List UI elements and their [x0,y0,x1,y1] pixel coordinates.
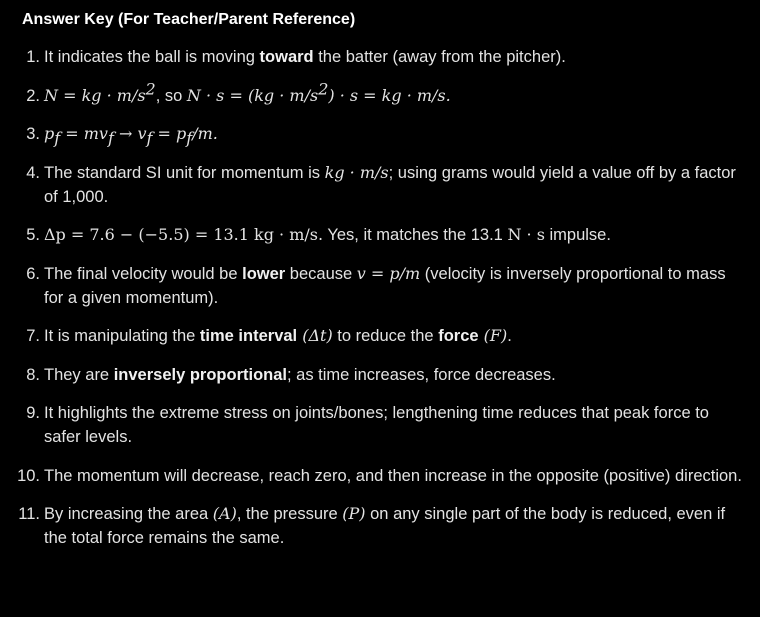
math-subscript: f [186,128,193,148]
item-number: 1. [26,48,40,66]
answer-bold: time interval [199,327,298,345]
item-number: 8. [26,365,40,384]
math-expression: (P) [342,504,366,523]
answer-item-2 [22,79,746,108]
answer-text: ; using grams would yield a value off by a factor of 1,000. [44,163,736,206]
answer-list [17,45,746,550]
math-expression: p [44,124,55,143]
math-expression: N · s = (kg · m/s [186,85,319,105]
answer-item-9 [22,401,746,449]
answer-text: By increasing the area [44,505,213,523]
math-subscript: f [146,128,153,148]
answer-text: because [285,264,357,283]
math-expression: N = kg · m/s [44,85,146,105]
answer-key-title: Answer Key (For Teacher/Parent Reference) [22,11,356,28]
math-superscript: 2 [318,79,329,98]
item-number: 5. [26,226,40,244]
item-number: 7. [26,327,40,345]
answer-text: , so [155,86,187,105]
math-expression: ) · s = kg · m/s. [328,85,451,105]
answer-text: It is manipulating the [44,327,200,345]
answer-text: to reduce the [332,327,439,345]
math-expression: /m. [192,124,218,143]
math-superscript: 2 [145,79,156,98]
answer-text: The momentum will decrease, reach zero, and then increase in the opposite (positive) direction. [44,466,742,485]
answer-text: The standard SI unit for momentum is [44,163,325,182]
answer-item-5 [22,223,746,247]
answer-text: It highlights the extreme stress on joints/bones; lengthening time reduces that peak force to safer levels. [44,404,709,446]
answer-item-1 [22,45,746,69]
math-expression: → v [113,124,147,143]
math-subscript: f [107,128,114,148]
answer-text: (velocity is inversely proportional to mass for a given momentum). [44,264,726,307]
answer-text: on any single part of the body is reduced, even if the total force remains the same. [44,505,726,547]
math-expression: = mv [60,124,108,143]
math-expression: (A) [212,504,237,523]
answer-text: impulse. [544,226,611,244]
answer-bold: toward [259,48,314,66]
math-subscript: f [54,128,61,148]
answer-text: , the pressure [236,505,343,523]
item-number: 9. [26,404,40,422]
math-expression: = p [152,124,187,143]
math-expression: kg · m/s [324,162,389,182]
math-expression: (F) [478,326,508,345]
answer-item-7 [22,324,746,348]
answer-item-6 [22,262,746,310]
answer-bold: inversely proportional [113,365,287,384]
answer-text: ; as time increases, force decreases. [287,365,556,384]
answer-text: Yes, it matches the 13.1 [323,226,508,244]
item-number: 2. [26,86,40,105]
math-expression: (Δt) [297,326,333,345]
answer-item-3 [22,122,746,146]
answer-text: . [507,327,512,345]
answer-item-11 [18,502,746,550]
item-number: 3. [26,125,40,143]
answer-text: They are [44,365,114,384]
answer-item-10 [17,464,746,488]
item-number: 6. [26,264,40,283]
answer-bold: lower [242,264,286,283]
answer-item-8 [22,363,746,387]
math-expression: v = p/m [356,263,421,283]
answer-text: It indicates the ball is moving [44,48,260,66]
answer-text: the batter (away from the pitcher). [313,48,566,66]
item-number: 11. [18,505,40,523]
math-expression: Δp = 7.6 − (−5.5) = 13.1 kg · m/s. [44,225,324,244]
item-number: 10. [17,466,40,485]
answer-text: The final velocity would be [44,264,243,283]
math-unit: N · s [507,225,545,244]
item-number: 4. [26,163,40,182]
answer-item-4 [22,161,746,209]
answer-bold: force [438,327,479,345]
